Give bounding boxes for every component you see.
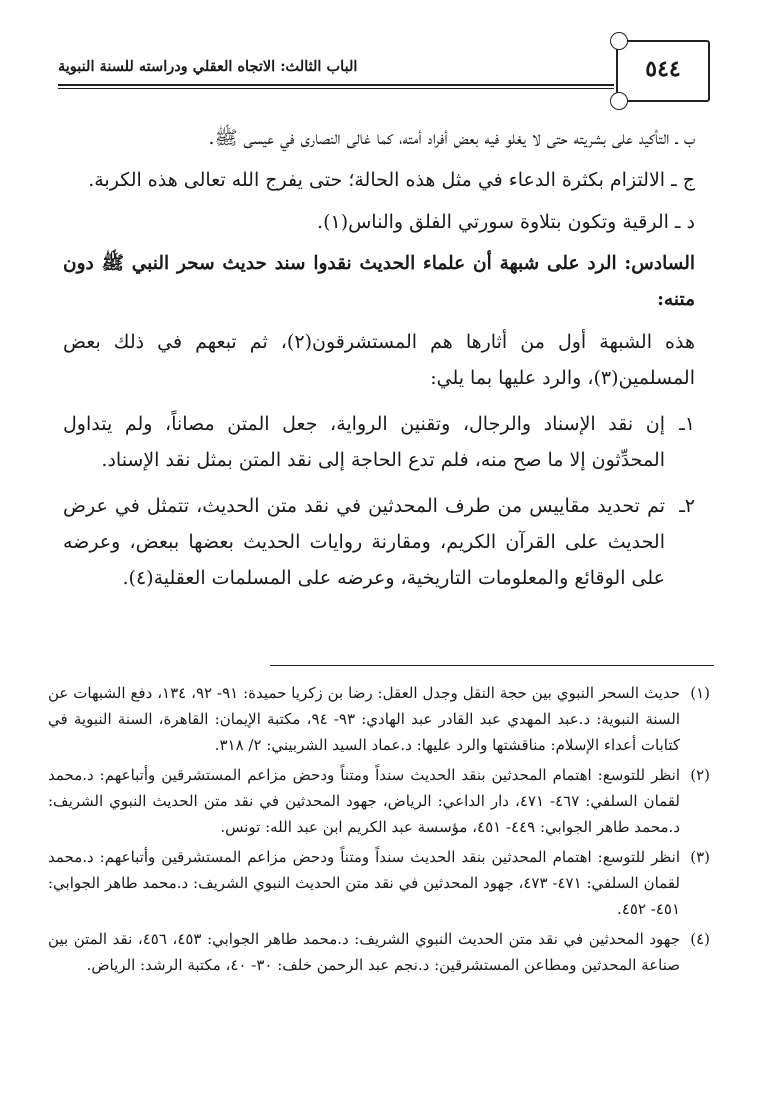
header-rule <box>58 84 614 86</box>
footnote-text: انظر للتوسع: اهتمام المحدثين بنقد الحديث سنداً ومتناً ودحض مزاعم المستشرقين وأتباعهم: د.محمد لقمان السلفي: ٤٧١- ٤٧٣، جهود المحدثين في نقد متن الحديث النبوي الشريف: د.محمد طاهر الجوابي: ٤٥١- ٤٥٢. <box>48 848 680 918</box>
footnote <box>48 926 710 978</box>
footnote-separator <box>270 665 714 666</box>
footnote-text: جهود المحدثين في نقد متن الحديث النبوي الشريف: د.محمد طاهر الجوابي: ٤٥٣، ٤٥٦، نقد المتن بين صناعة المحدثين ومطاعن المستشرقين: د.نجم عبد الرحمن خلف: ٣٠- ٤٠، مكتبة الرشد: الرياض. <box>48 930 680 974</box>
footnote-text: انظر للتوسع: اهتمام المحدثين بنقد الحديث سنداً ومتناً ودحض مزاعم المستشرقين وأتباعهم: د.محمد لقمان السلفي: ٤٦٧- ٤٧١، دار الداعي: الرياض، جهود المحدثين في نقد متن الحديث النبوي الشريف: د.محمد طاهر الجوابي: ٤٤٩- ٤٥١، مؤسسة عبد الكريم ابن عبد الله: تونس. <box>48 766 680 836</box>
page-number-frame <box>616 40 710 102</box>
list-item-number: ٢ـ <box>679 495 695 517</box>
section-heading: السادس: الرد على شبهة أن علماء الحديث نقدوا سند حديث سحر النبي ﷺ دون متنه: <box>63 253 695 310</box>
paragraph-b: ب ـ التأكيد على بشريته حتى لا يغلو فيه بعض أفراد أمته، كما غالى النصارى في عيسى ﷺ. <box>208 127 695 149</box>
footnote-number: (٣) <box>690 848 710 866</box>
footnote-number: (٤) <box>690 930 710 948</box>
footnote <box>48 762 710 840</box>
paragraph-j: ج ـ الالتزام بكثرة الدعاء في مثل هذه الحالة؛ حتى يفرج الله تعالى هذه الكربة. <box>88 169 695 191</box>
footnote <box>48 680 710 758</box>
footnotes <box>48 680 710 982</box>
footnote-text: حديث السحر النبوي بين حجة النقل وجدل العقل: رضا بن زكريا حميدة: ٩١- ٩٢، ١٣٤، دفع الشبهات عن السنة النبوية: د.عبد المهدي عبد القادر عبد الهادي: ٩٣- ٩٤، مكتبة الإيمان: القاهرة، السنة النبوية في كتابات أعداء الإسلام: مناقشتها والرد عليها: د.عماد السيد الشربيني: ٢/ ٣١٨. <box>48 684 680 754</box>
body-text <box>63 120 695 596</box>
paragraph-d: د ـ الرقية وتكون بتلاوة سورتي الفلق والناس(١). <box>317 211 695 233</box>
intro-paragraph: هذه الشبهة أول من أثارها هم المستشرقون(٢)، ثم تبعهم في ذلك بعض المسلمين(٣)، والرد عليها بما يلي: <box>63 331 695 389</box>
page-number: ٥٤٤ <box>645 56 681 82</box>
list-item <box>63 406 695 478</box>
running-title: الباب الثالث: الاتجاه العقلي ودراسته للسنة النبوية <box>58 58 358 75</box>
list-item-number: ١ـ <box>679 413 695 435</box>
header-rule-thin <box>58 88 614 89</box>
footnote <box>48 844 710 922</box>
footnote-number: (٢) <box>690 766 710 784</box>
page-header <box>58 38 710 106</box>
list-item-text: تم تحديد مقاييس من طرف المحدثين في نقد متن الحديث، تتمثل في عرض الحديث على القرآن الكريم، ومقارنة روايات الحديث بعضها ببعض، وعرضه على الوقائع والمعلومات التاريخية، وعرضه على المسلمات العقلية(٤). <box>63 495 665 589</box>
footnote-number: (١) <box>690 684 710 702</box>
list-item-text: إن نقد الإسناد والرجال، وتقنين الرواية، جعل المتن مصاناً، ولم يتداول المحدِّثون إلا ما صح منه، فلم تدع الحاجة إلى نقد المتن بمثل نقد الإسناد. <box>63 413 665 471</box>
list-item <box>63 488 695 596</box>
